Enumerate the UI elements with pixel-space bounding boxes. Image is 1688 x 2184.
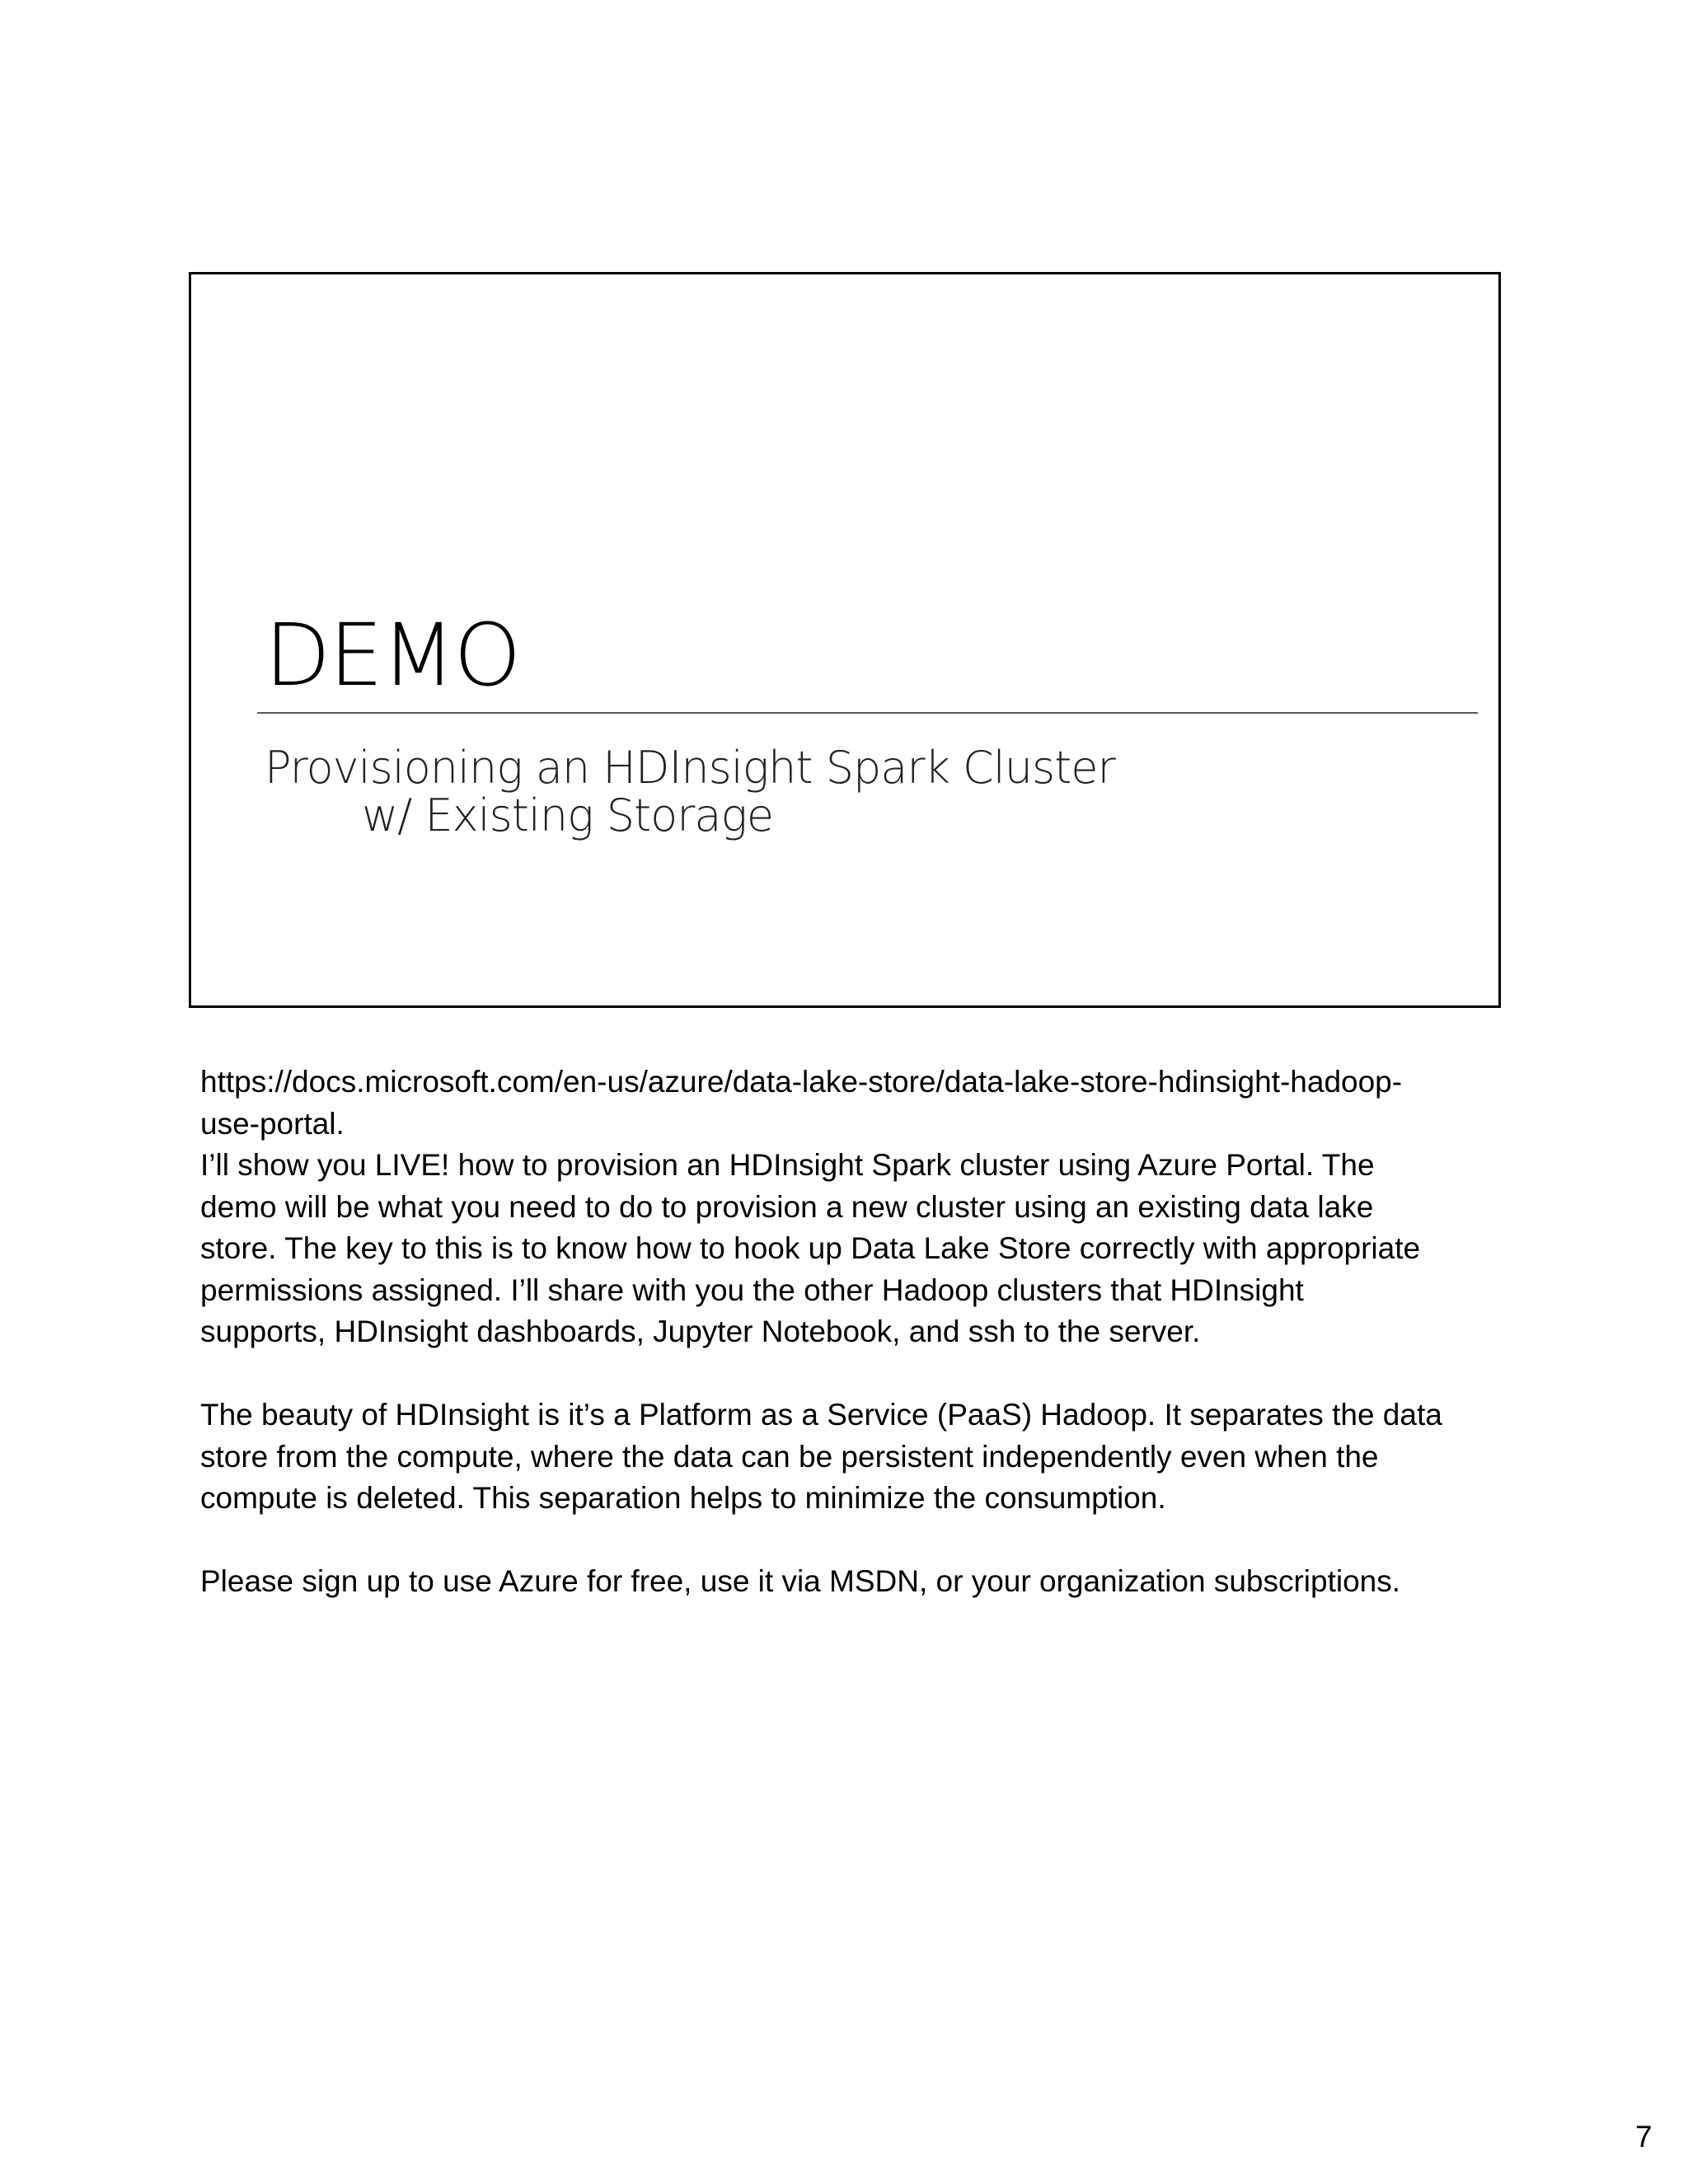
title-divider (257, 712, 1478, 714)
notes-paragraph-1-line: I’ll show you LIVE! how to provision an HDInsight Spark cluster using Azure Portal. The (200, 1148, 1375, 1182)
subtitle-line-1: Provisioning an HDInsight Spark Cluster (265, 742, 1115, 794)
notes-url-line-2: use-portal. (200, 1106, 345, 1141)
speaker-notes (200, 1062, 1503, 1603)
notes-paragraph-1-line: demo will be what you need to do to provision a new cluster using an existing data lake (200, 1189, 1374, 1224)
notes-paragraph-1-line: permissions assigned. I’ll share with you the other Hadoop clusters that HDInsight (200, 1272, 1304, 1307)
notes-paragraph-2-line: store from the compute, where the data can be persistent independently even when the (200, 1439, 1379, 1474)
notes-paragraph-2-line: The beauty of HDInsight is it’s a Platform as a Service (PaaS) Hadoop. It separates the data (200, 1398, 1442, 1432)
notes-paragraph-2-line: compute is deleted. This separation helps to minimize the consumption. (200, 1481, 1166, 1515)
paragraph-spacer (200, 1520, 1503, 1562)
slide-title: DEMO (265, 605, 520, 705)
paragraph-spacer (200, 1353, 1503, 1395)
notes-paragraph-3-line: Please sign up to use Azure for free, use it via MSDN, or your organization subscriptions. (200, 1564, 1401, 1598)
slide-thumbnail (189, 272, 1501, 1008)
subtitle-line-2: w/ Existing Storage (362, 790, 774, 841)
page-number: 7 (1635, 2120, 1653, 2154)
notes-paragraph-1-line: supports, HDInsight dashboards, Jupyter Notebook, and ssh to the server. (200, 1315, 1201, 1348)
notes-url-line-1: https://docs.microsoft.com/en-us/azure/data-lake-store/data-lake-store-hdinsight-hadoop- (200, 1065, 1403, 1099)
slide-subtitle (265, 744, 1115, 840)
notes-paragraph-1-line: store. The key to this is to know how to hook up Data Lake Store correctly with appropriate (200, 1231, 1421, 1265)
